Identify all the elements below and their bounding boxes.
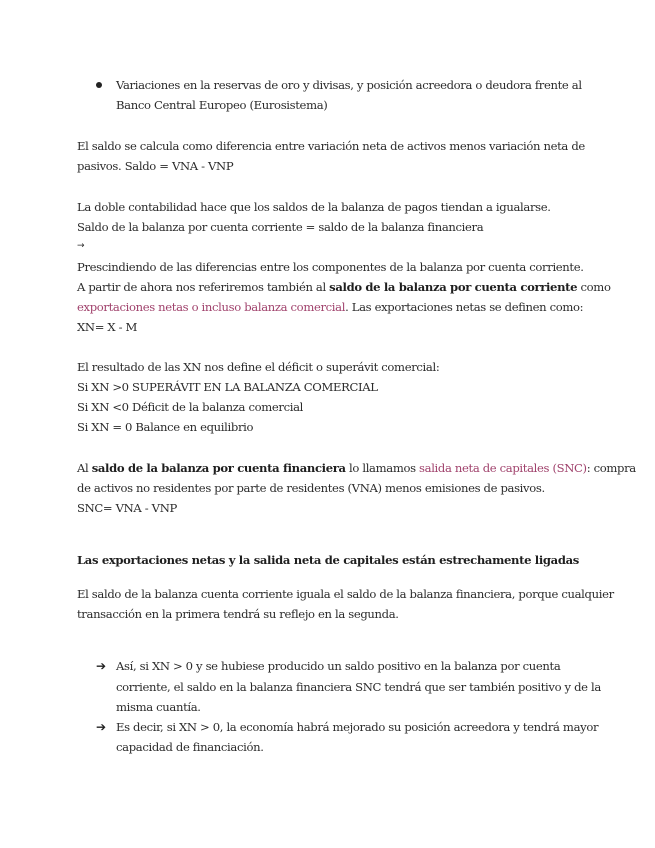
paragraph-line: Si XN = 0 Balance en equilibrio (77, 420, 254, 434)
paragraph-line: El resultado de las XN nos define el déficit o superávit comercial: (77, 360, 440, 374)
highlighted-term: salida neta de capitales (SNC) (419, 461, 587, 475)
text-span: : compra (586, 461, 636, 475)
arrow-item-line: Así, si XN > 0 y se hubiese producido un saldo positivo en la balanza por cuenta (116, 659, 561, 673)
arrow-bullet-icon: ➔ (96, 659, 107, 673)
text-span: . Las exportaciones netas se definen como: (345, 300, 584, 314)
formula-line: SNC= VNA - VNP (77, 501, 177, 515)
paragraph-line: El saldo se calcula como diferencia entre variación neta de activos menos variación neta de (77, 139, 585, 153)
bold-term: saldo de la balanza por cuenta financiera (91, 461, 346, 475)
bold-term: saldo de la balanza por cuenta corriente (329, 280, 578, 294)
arrow-item-line: misma cuantía. (116, 700, 201, 714)
arrow-item-line: capacidad de financiación. (116, 740, 264, 754)
arrow-bullet-icon: ➔ (96, 720, 107, 734)
paragraph-line: Si XN >0 SUPERÁVIT EN LA BALANZA COMERCIAL (77, 380, 378, 394)
paragraph-line: Saldo de la balanza por cuenta corriente = saldo de la balanza financiera (77, 220, 484, 234)
bullet-dot-icon (96, 82, 102, 88)
paragraph-line: pasivos. Saldo = VNA - VNP (77, 159, 234, 173)
paragraph-line: Si XN <0 Déficit de la balanza comercial (77, 400, 303, 414)
paragraph-line (77, 460, 636, 476)
text-span: lo llamamos (345, 461, 420, 475)
paragraph-line: Prescindiendo de las diferencias entre los componentes de la balanza por cuenta corriente. (77, 260, 584, 274)
text-span: A partir de ahora nos referiremos también al (77, 280, 330, 294)
arrow-item-line: corriente, el saldo en la balanza financiera SNC tendrá que ser también positivo y de la (116, 680, 601, 694)
formula-line: XN= X - M (77, 320, 138, 334)
paragraph-line: de activos no residentes por parte de residentes (VNA) menos emisiones de pasivos. (77, 481, 545, 495)
paragraph-line: transacción en la primera tendrá su reflejo en la segunda. (77, 607, 399, 621)
paragraph-line (77, 299, 583, 315)
paragraph-line: La doble contabilidad hace que los saldos de la balanza de pagos tiendan a igualarse. (77, 200, 551, 214)
bullet-line: Banco Central Europeo (Eurosistema) (116, 98, 328, 112)
bullet-line: Variaciones en la reservas de oro y divisas, y posición acreedora o deudora frente al (116, 78, 582, 92)
section-heading: Las exportaciones netas y la salida neta de capitales están estrechamente ligadas (77, 553, 579, 567)
paragraph-line (77, 279, 611, 295)
small-arrow-icon: → (77, 241, 85, 251)
text-span: como (577, 280, 611, 294)
arrow-item-line: Es decir, si XN > 0, la economía habrá mejorado su posición acreedora y tendrá mayor (116, 720, 599, 734)
text-span: Al (77, 461, 92, 475)
paragraph-line: El saldo de la balanza cuenta corriente iguala el saldo de la balanza financiera, porque cualquier (77, 587, 614, 601)
highlighted-term: exportaciones netas o incluso balanza comercial (77, 300, 346, 314)
